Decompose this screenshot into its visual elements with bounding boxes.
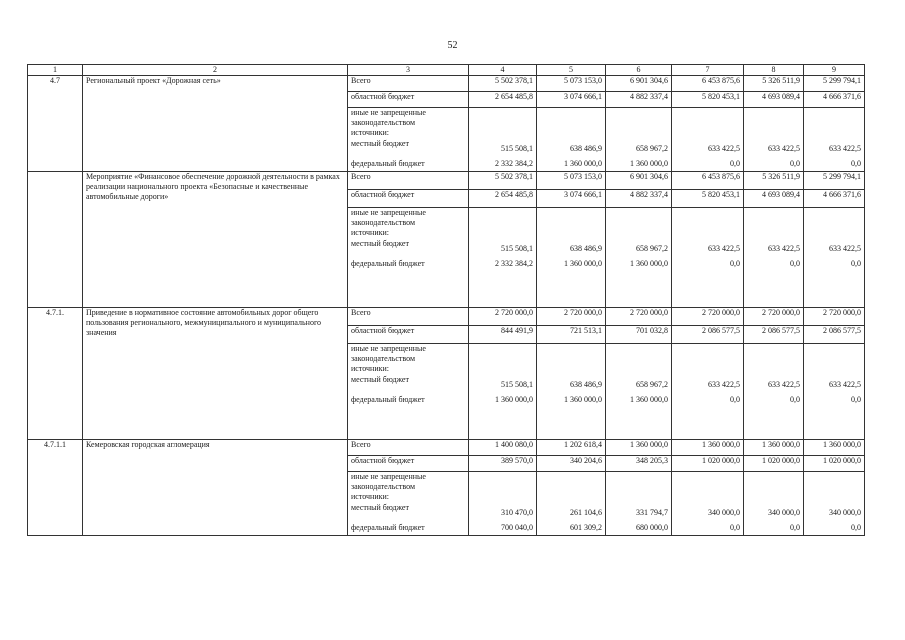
value-cell: 3 074 666,1 <box>537 92 606 108</box>
value-cell: 0,0 <box>672 518 744 536</box>
column-header: 8 <box>744 65 804 76</box>
value-cell: 2 332 384,2 <box>469 254 537 308</box>
value-cell: 4 882 337,4 <box>606 190 672 208</box>
item-name: Кемеровская городская агломерация <box>83 440 348 536</box>
value-cell: 2 332 384,2 <box>469 154 537 172</box>
value-cell: 638 486,9 <box>537 108 606 154</box>
source-label-other <box>348 472 469 518</box>
value-cell: 515 508,1 <box>469 108 537 154</box>
value-cell: 5 326 511,9 <box>744 76 804 92</box>
value-cell: 1 020 000,0 <box>744 456 804 472</box>
value-cell: 633 422,5 <box>804 108 865 154</box>
value-cell: 5 326 511,9 <box>744 172 804 190</box>
value-cell: 1 360 000,0 <box>606 440 672 456</box>
value-cell: 638 486,9 <box>537 208 606 254</box>
value-cell: 3 074 666,1 <box>537 190 606 208</box>
item-code: 4.7.1. <box>28 308 83 440</box>
source-label-federal: федеральный бюджет <box>348 390 469 440</box>
value-cell: 0,0 <box>804 154 865 172</box>
value-cell: 680 000,0 <box>606 518 672 536</box>
source-label-federal: федеральный бюджет <box>348 518 469 536</box>
value-cell: 0,0 <box>744 254 804 308</box>
value-cell: 5 820 453,1 <box>672 92 744 108</box>
value-cell: 633 422,5 <box>672 208 744 254</box>
value-cell: 340 000,0 <box>744 472 804 518</box>
item-code <box>28 172 83 308</box>
value-cell: 5 502 378,1 <box>469 76 537 92</box>
value-cell: 6 453 875,6 <box>672 172 744 190</box>
item-name: Приведение в нормативное состояние автомобильных дорог общего пользования регионального, межмуниципального и муниципального значения <box>83 308 348 440</box>
table-row <box>28 172 865 190</box>
value-cell: 1 202 618,4 <box>537 440 606 456</box>
other-sources-text: иные не запрещенные законодательством источники: <box>351 208 426 237</box>
value-cell: 633 422,5 <box>744 208 804 254</box>
source-label-other <box>348 108 469 154</box>
column-header: 7 <box>672 65 744 76</box>
table-row <box>28 308 865 326</box>
value-cell: 340 204,6 <box>537 456 606 472</box>
value-cell: 0,0 <box>744 518 804 536</box>
source-label-regional: областной бюджет <box>348 456 469 472</box>
value-cell: 0,0 <box>744 390 804 440</box>
value-cell: 2 720 000,0 <box>537 308 606 326</box>
column-header: 2 <box>83 65 348 76</box>
value-cell: 4 693 089,4 <box>744 92 804 108</box>
page-number: 52 <box>447 40 458 51</box>
column-header: 4 <box>469 65 537 76</box>
source-label-total: Всего <box>348 440 469 456</box>
value-cell: 633 422,5 <box>672 344 744 390</box>
value-cell: 0,0 <box>672 154 744 172</box>
value-cell: 0,0 <box>744 154 804 172</box>
value-cell: 389 570,0 <box>469 456 537 472</box>
value-cell: 348 205,3 <box>606 456 672 472</box>
source-label-other <box>348 344 469 390</box>
source-label-local: местный бюджет <box>351 239 409 248</box>
source-label-regional: областной бюджет <box>348 326 469 344</box>
value-cell: 0,0 <box>804 390 865 440</box>
source-label-regional: областной бюджет <box>348 190 469 208</box>
value-cell: 1 360 000,0 <box>469 390 537 440</box>
value-cell: 6 901 304,6 <box>606 172 672 190</box>
value-cell: 2 720 000,0 <box>672 308 744 326</box>
source-label-total: Всего <box>348 76 469 92</box>
value-cell: 5 820 453,1 <box>672 190 744 208</box>
value-cell: 658 967,2 <box>606 208 672 254</box>
value-cell: 1 360 000,0 <box>744 440 804 456</box>
source-label-local: местный бюджет <box>351 503 409 512</box>
value-cell: 6 901 304,6 <box>606 76 672 92</box>
value-cell: 633 422,5 <box>804 208 865 254</box>
header-row <box>28 65 865 76</box>
value-cell: 310 470,0 <box>469 472 537 518</box>
value-cell: 4 666 371,6 <box>804 190 865 208</box>
value-cell: 4 693 089,4 <box>744 190 804 208</box>
value-cell: 658 967,2 <box>606 344 672 390</box>
value-cell: 601 309,2 <box>537 518 606 536</box>
other-sources-text: иные не запрещенные законодательством источники: <box>351 108 426 137</box>
value-cell: 1 020 000,0 <box>804 456 865 472</box>
value-cell: 1 400 080,0 <box>469 440 537 456</box>
column-header: 3 <box>348 65 469 76</box>
value-cell: 2 720 000,0 <box>469 308 537 326</box>
column-header: 9 <box>804 65 865 76</box>
value-cell: 2 720 000,0 <box>744 308 804 326</box>
value-cell: 1 360 000,0 <box>606 390 672 440</box>
column-header: 1 <box>28 65 83 76</box>
value-cell: 2 086 577,5 <box>744 326 804 344</box>
value-cell: 0,0 <box>804 518 865 536</box>
value-cell: 1 360 000,0 <box>537 154 606 172</box>
value-cell: 0,0 <box>672 254 744 308</box>
value-cell: 2 720 000,0 <box>804 308 865 326</box>
column-header: 6 <box>606 65 672 76</box>
value-cell: 4 882 337,4 <box>606 92 672 108</box>
value-cell: 701 032,8 <box>606 326 672 344</box>
value-cell: 700 040,0 <box>469 518 537 536</box>
source-label-federal: федеральный бюджет <box>348 154 469 172</box>
value-cell: 1 360 000,0 <box>606 254 672 308</box>
other-sources-text: иные не запрещенные законодательством источники: <box>351 472 426 501</box>
item-name: Мероприятие «Финансовое обеспечение дорожной деятельности в рамках реализации национального проекта «Безопасные и качественные автомобильные дороги» <box>83 172 348 308</box>
source-label-regional: областной бюджет <box>348 92 469 108</box>
value-cell: 1 360 000,0 <box>804 440 865 456</box>
value-cell: 721 513,1 <box>537 326 606 344</box>
column-header: 5 <box>537 65 606 76</box>
value-cell: 844 491,9 <box>469 326 537 344</box>
item-code: 4.7.1.1 <box>28 440 83 536</box>
value-cell: 1 020 000,0 <box>672 456 744 472</box>
value-cell: 2 720 000,0 <box>606 308 672 326</box>
value-cell: 5 502 378,1 <box>469 172 537 190</box>
value-cell: 261 104,6 <box>537 472 606 518</box>
table-row <box>28 76 865 92</box>
value-cell: 1 360 000,0 <box>537 390 606 440</box>
table-row <box>28 440 865 456</box>
value-cell: 2 086 577,5 <box>804 326 865 344</box>
budget-table <box>27 64 865 536</box>
item-code: 4.7 <box>28 76 83 172</box>
other-sources-text: иные не запрещенные законодательством источники: <box>351 344 426 373</box>
value-cell: 5 299 794,1 <box>804 76 865 92</box>
source-label-total: Всего <box>348 172 469 190</box>
value-cell: 0,0 <box>672 390 744 440</box>
value-cell: 633 422,5 <box>744 108 804 154</box>
value-cell: 2 654 485,8 <box>469 190 537 208</box>
value-cell: 515 508,1 <box>469 344 537 390</box>
value-cell: 658 967,2 <box>606 108 672 154</box>
value-cell: 1 360 000,0 <box>672 440 744 456</box>
value-cell: 5 073 153,0 <box>537 172 606 190</box>
value-cell: 1 360 000,0 <box>537 254 606 308</box>
value-cell: 2 086 577,5 <box>672 326 744 344</box>
source-label-local: местный бюджет <box>351 375 409 384</box>
source-label-federal: федеральный бюджет <box>348 254 469 308</box>
value-cell: 331 794,7 <box>606 472 672 518</box>
value-cell: 0,0 <box>804 254 865 308</box>
value-cell: 340 000,0 <box>804 472 865 518</box>
source-label-local: местный бюджет <box>351 139 409 148</box>
value-cell: 6 453 875,6 <box>672 76 744 92</box>
value-cell: 5 073 153,0 <box>537 76 606 92</box>
value-cell: 5 299 794,1 <box>804 172 865 190</box>
value-cell: 4 666 371,6 <box>804 92 865 108</box>
value-cell: 515 508,1 <box>469 208 537 254</box>
value-cell: 633 422,5 <box>744 344 804 390</box>
item-name: Региональный проект «Дорожная сеть» <box>83 76 348 172</box>
value-cell: 340 000,0 <box>672 472 744 518</box>
value-cell: 633 422,5 <box>672 108 744 154</box>
source-label-other <box>348 208 469 254</box>
value-cell: 2 654 485,8 <box>469 92 537 108</box>
value-cell: 633 422,5 <box>804 344 865 390</box>
source-label-total: Всего <box>348 308 469 326</box>
value-cell: 638 486,9 <box>537 344 606 390</box>
value-cell: 1 360 000,0 <box>606 154 672 172</box>
